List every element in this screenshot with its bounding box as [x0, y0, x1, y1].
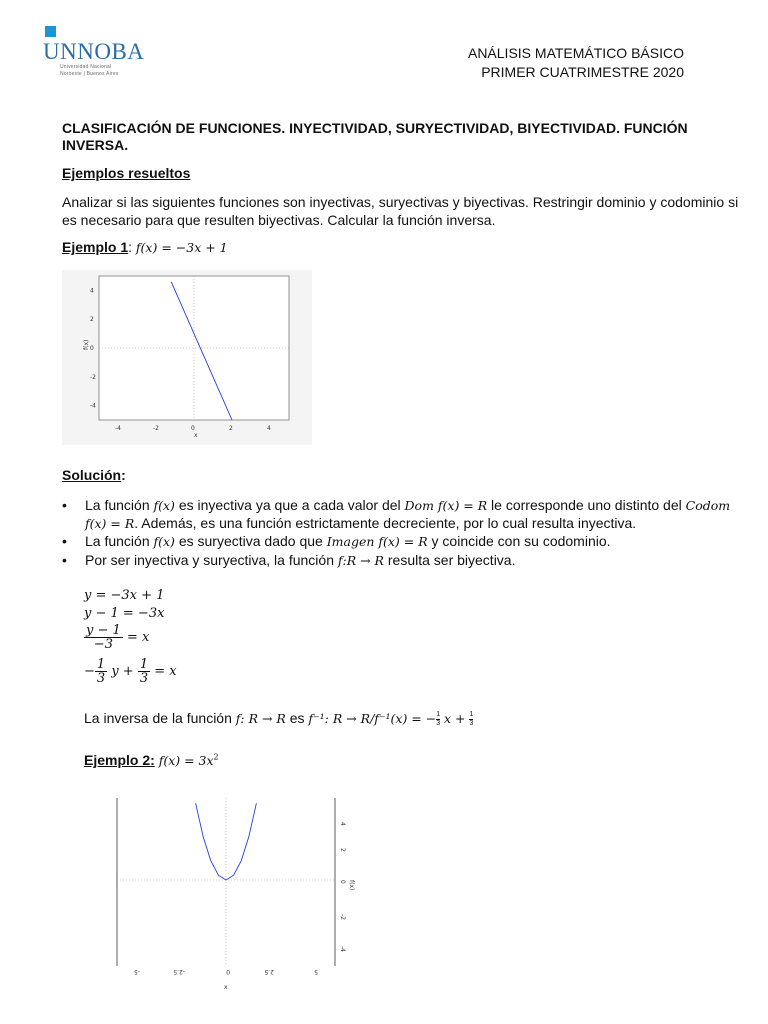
bullet-surjective [62, 533, 752, 551]
example2-exponent: 2 [213, 752, 219, 762]
inverse-es: es [285, 710, 309, 726]
plot1-ytick-label: 0 [90, 345, 94, 352]
step4-num-a: 1 [96, 657, 106, 672]
example1-heading [62, 239, 228, 255]
bullet2-math-fx: f(x) [153, 534, 175, 549]
plot2-xtick-label: -5 [134, 968, 140, 975]
bullet3-text-b: resulta ser biyectiva. [383, 552, 516, 568]
step-4 [84, 658, 177, 685]
inverse-text: La inversa de la función [84, 710, 236, 726]
bullet2-text-a: La función [85, 533, 154, 549]
logo-wordmark: UNNOBA [43, 39, 145, 64]
bullet-dot: • [62, 533, 67, 549]
step3-numerator: y − 1 [86, 623, 121, 638]
step-3 [84, 624, 149, 651]
inverse-frac-num-a: 1 [436, 710, 441, 718]
plot1-ytick-label: -2 [90, 373, 96, 381]
bullet1-math-codom: Codom f(x) = R [85, 498, 731, 531]
plot2-ytick-label: -4 [339, 946, 346, 952]
plot1-xtick-label: -2 [153, 425, 159, 432]
bullet1-text-b: es inyectiva ya que a cada valor del [174, 497, 405, 513]
plot1-xtick-label: 2 [229, 425, 233, 432]
bullet2-text-b: es suryectiva dado que [174, 533, 327, 549]
example2-label: Ejemplo 2: [84, 752, 155, 768]
plot2-ytick-label: 2 [339, 848, 346, 852]
plot1-xtick-label: 4 [267, 425, 271, 432]
bullet2-math-imagen: Imagen f(x) = R [326, 534, 428, 549]
step4-den-b: 3 [139, 671, 149, 686]
bullet1-math-dom: Dom f(x) = R [404, 498, 488, 513]
step4-num-b: 1 [139, 657, 149, 672]
plot1-ytick-label: 4 [90, 287, 94, 295]
step4-minus: − [84, 664, 95, 679]
header-course: ANÁLISIS MATEMÁTICO BÁSICO [467, 45, 684, 61]
example1-formula: f(x) = −3x + 1 [135, 240, 228, 255]
plot1-ylabel: f(x) [83, 339, 90, 350]
plot1-xtick-label: 0 [191, 425, 195, 432]
example2-formula: f(x) = 3x [158, 753, 214, 768]
bullet1-text-c: le corresponde uno distinto del [487, 497, 686, 513]
step-2: y − 1 = −3x [84, 606, 165, 621]
inverse-statement [84, 710, 473, 728]
bullet1-text-a: La función [85, 497, 154, 513]
intro-paragraph: Analizar si las siguientes funciones son inyectivas, suryectivas y biyectivas. Restringir dominio y codominio si es necesario para que resulten biyectivas. Calcular la función inversa. [62, 194, 739, 228]
plot1-xtick-label: -4 [115, 425, 121, 432]
step3-denominator: −3 [84, 637, 123, 651]
plot2-xtick-label: 2.5 [264, 968, 274, 975]
solution-label: Solución [62, 467, 122, 483]
step4-rhs: = x [154, 664, 177, 679]
examples-heading: Ejemplos resueltos [62, 165, 191, 181]
bullet1-text-d: . Además, es una función estrictamente decreciente, por lo cual resulta inyectiva. [134, 514, 637, 531]
plot2-xtick-label: 5 [314, 968, 318, 975]
bullet-injective [62, 497, 752, 533]
plot1-ytick-label: -4 [90, 402, 96, 410]
bullet-dot: • [62, 497, 67, 513]
step-1: y = −3x + 1 [84, 588, 165, 603]
bullet1-math-fx: f(x) [153, 498, 175, 513]
bullet2-text-c: y coincide con su codominio. [427, 533, 611, 549]
logo-subtitle-2: Noroeste | Buenos Aires [60, 71, 119, 77]
plot2-ytick-label: 0 [339, 880, 346, 884]
plot-2 [100, 790, 370, 1000]
example1-label: Ejemplo 1 [62, 239, 129, 255]
inverse-math-map: f: R → R [235, 711, 286, 726]
solution-heading [62, 467, 126, 483]
logo-mark [45, 26, 56, 37]
document-title: CLASIFICACIÓN DE FUNCIONES. INYECTIVIDAD, SURYECTIVIDAD, BIYECTIVIDAD. FUNCIÓN INVERSA. [62, 120, 688, 153]
bullet-dot: • [62, 552, 67, 568]
header-term: PRIMER CUATRIMESTRE 2020 [481, 64, 684, 80]
plot-1 [62, 270, 312, 445]
step4-mid: y + [111, 664, 134, 679]
bullet3-math-map: f:R → R [337, 553, 384, 568]
logo-subtitle-1: Universidad Nacional [60, 64, 112, 70]
plot2-ytick-label: -2 [339, 914, 346, 920]
bullet3-text-a: Por ser inyectiva y suryectiva, la función [85, 552, 338, 568]
inverse-frac-den-b: 3 [469, 719, 474, 727]
plot1-xlabel: x [194, 432, 198, 439]
inverse-frac-den-a: 3 [436, 719, 441, 727]
inverse-math-x: x + [444, 711, 466, 726]
example1-sep: : [128, 239, 133, 255]
inverse-frac-num-b: 1 [469, 710, 474, 718]
inverse-math-def: f⁻¹: R → R/f⁻¹(x) = − [308, 711, 437, 726]
step3-rhs: = x [126, 630, 150, 645]
plot2-series-curve [196, 803, 257, 880]
plot2-xtick-label: -2.5 [173, 968, 185, 975]
plot2-ytick-label: 4 [339, 822, 346, 826]
plot2-xlabel: x [224, 984, 228, 991]
plot2-ylabel: f(x) [348, 880, 355, 891]
bullet-bijective [62, 552, 752, 570]
solution-colon: : [121, 467, 126, 483]
step4-den-a: 3 [96, 671, 106, 686]
example2-heading [84, 752, 219, 768]
plot2-xtick-label: 0 [226, 968, 230, 975]
plot1-ytick-label: 2 [90, 316, 94, 324]
